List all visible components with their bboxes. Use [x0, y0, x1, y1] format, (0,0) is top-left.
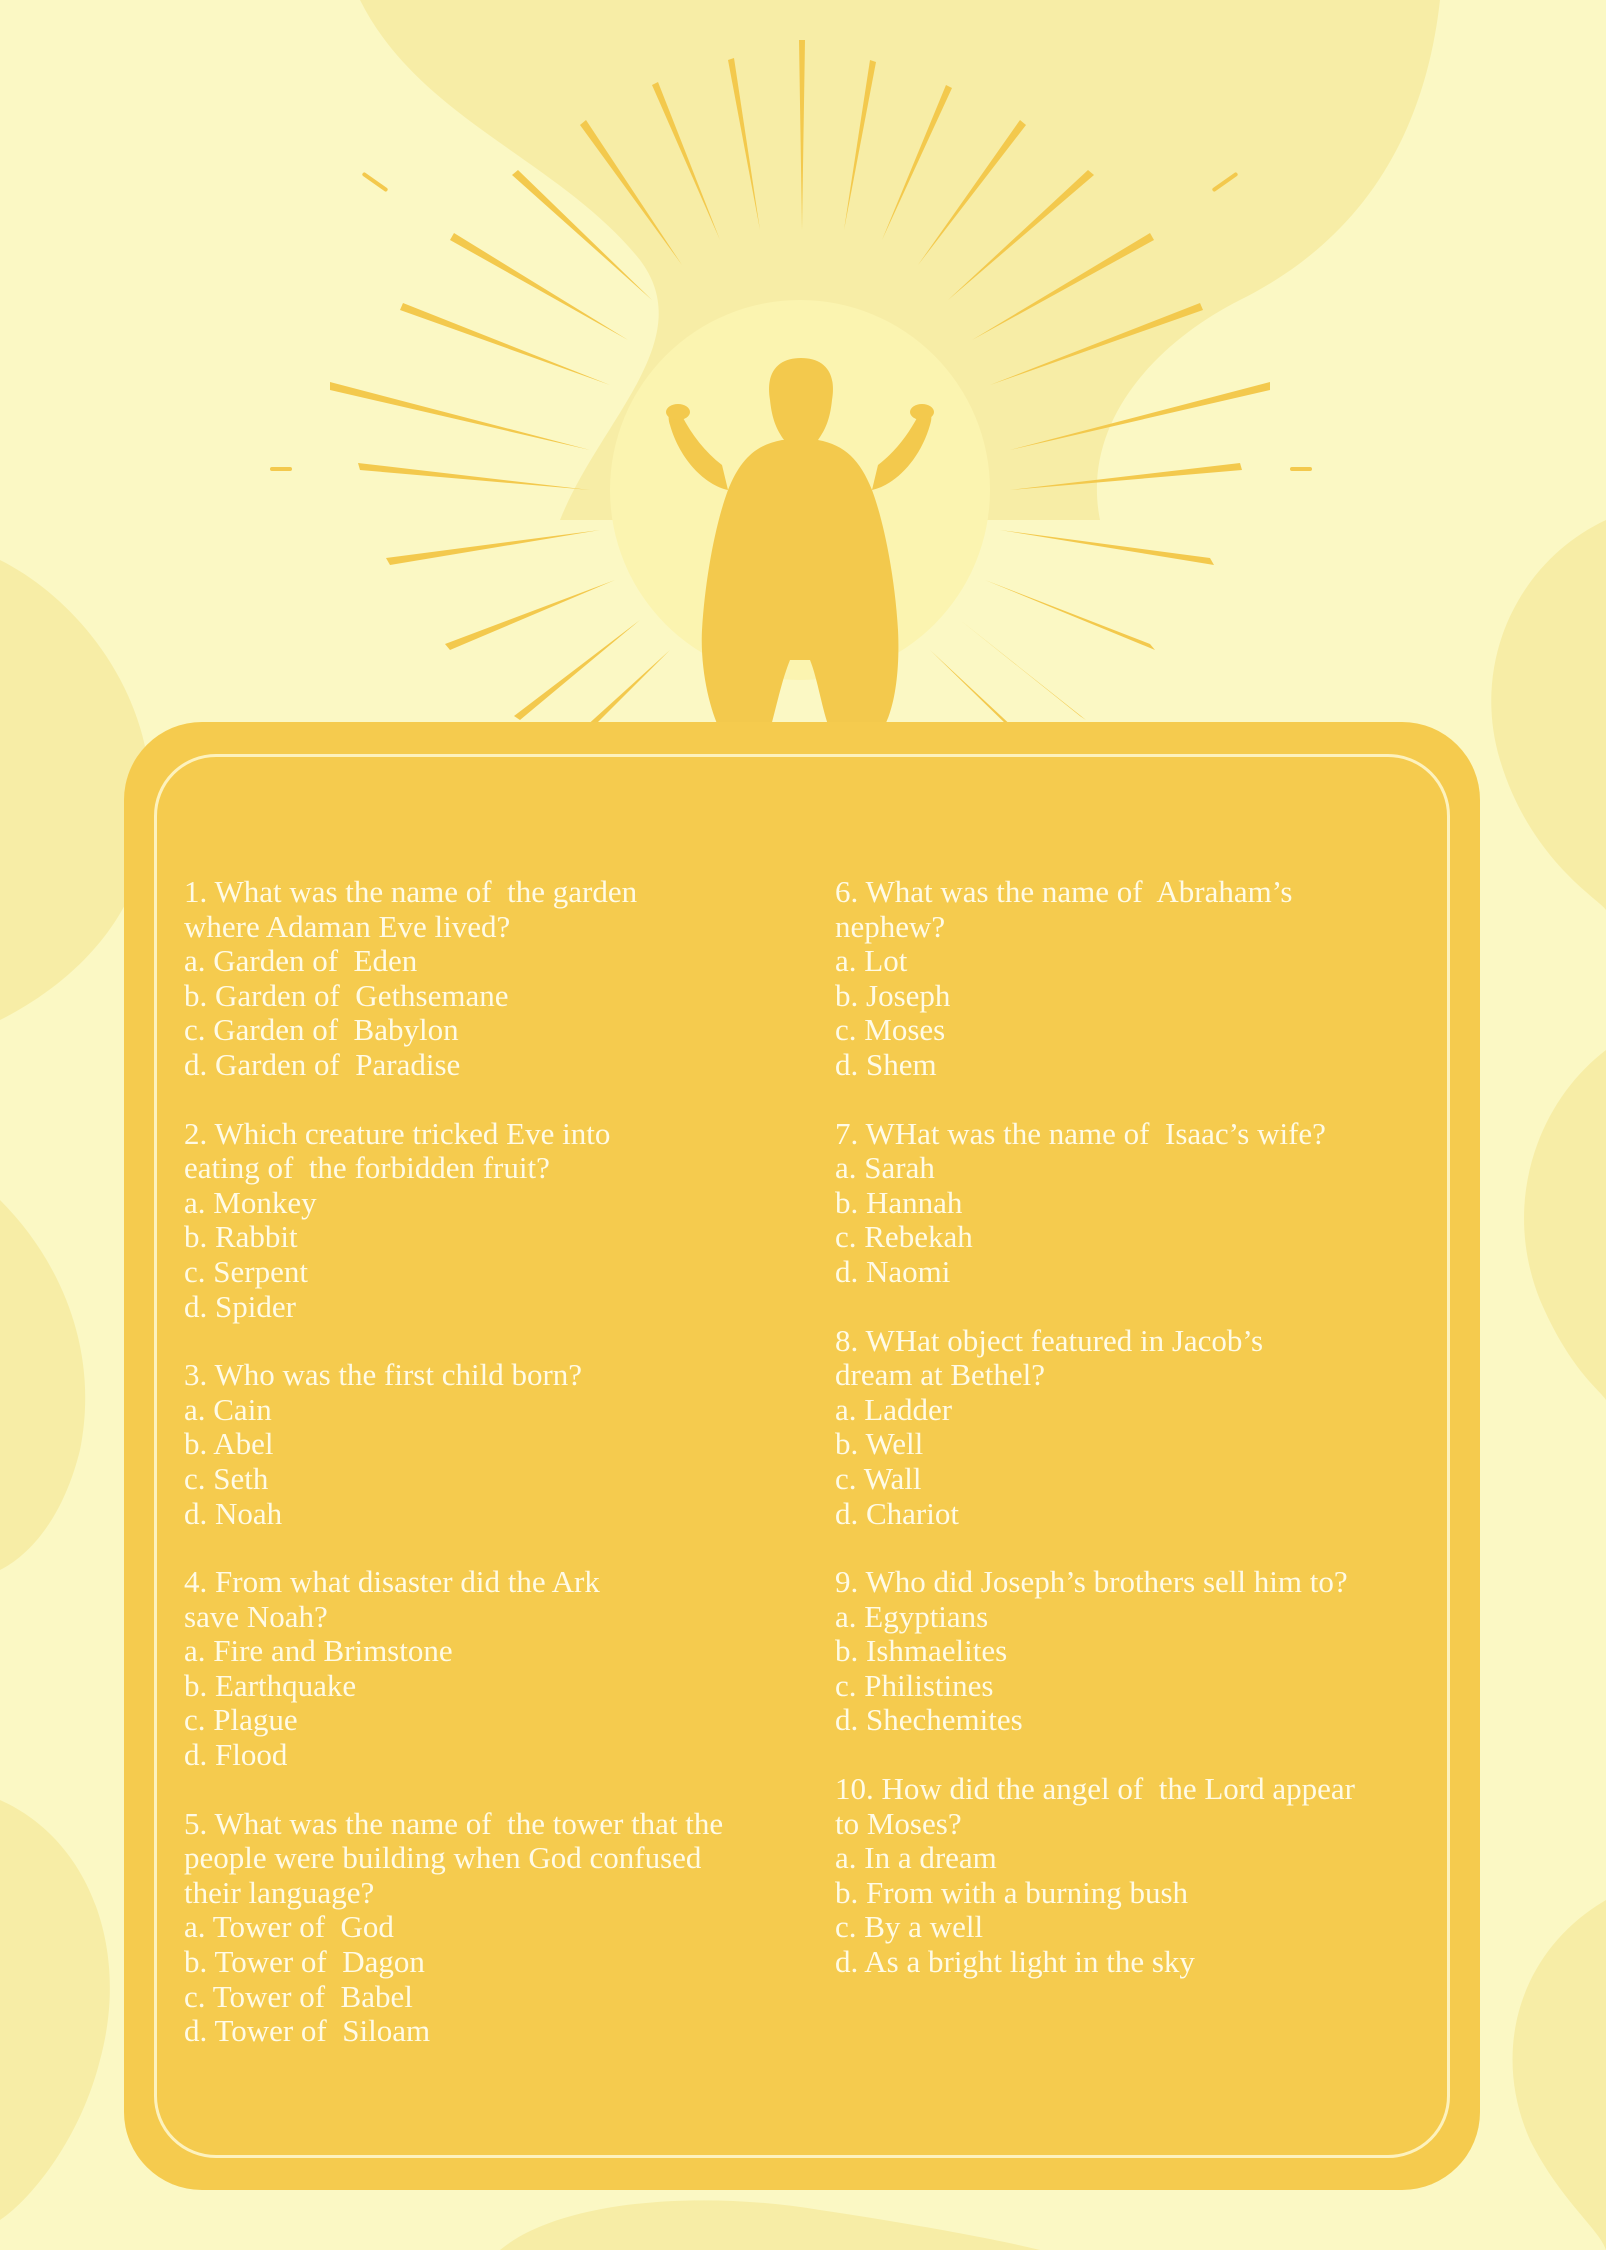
- quiz-card: [124, 722, 1480, 2190]
- answer-option: a. Tower of God: [184, 1909, 394, 1945]
- question-text: save Noah?: [184, 1598, 328, 1634]
- answer-option: a. Monkey: [184, 1184, 317, 1220]
- question-text: eating of the forbidden fruit?: [184, 1150, 550, 1186]
- quiz-question: [835, 875, 1475, 1083]
- answer-option: a. Lot: [835, 943, 908, 979]
- quiz-question: [835, 1324, 1475, 1532]
- quiz-question: [184, 1807, 824, 2049]
- answer-option: b. Joseph: [835, 977, 951, 1013]
- answer-option: c. Seth: [184, 1460, 269, 1496]
- answer-option: c. Serpent: [184, 1253, 308, 1289]
- question-text: their language?: [184, 1874, 375, 1910]
- question-text: 1. What was the name of the garden: [184, 874, 638, 909]
- answer-option: b. Hannah: [835, 1184, 963, 1220]
- question-text: 4. From what disaster did the Ark: [184, 1564, 600, 1600]
- answer-option: c. Moses: [835, 1012, 946, 1048]
- answer-option: a. Garden of Eden: [184, 943, 418, 979]
- quiz-question: [184, 1358, 824, 1531]
- quiz-column-right: [835, 875, 1475, 2014]
- answer-option: c. Rebekah: [835, 1219, 973, 1255]
- quiz-question: [184, 1565, 824, 1773]
- question-text: 5. What was the name of the tower that the: [184, 1805, 724, 1841]
- answer-option: d. Noah: [184, 1495, 283, 1531]
- answer-option: c. Garden of Babylon: [184, 1012, 459, 1048]
- answer-option: a. In a dream: [835, 1840, 997, 1876]
- answer-option: b. Abel: [184, 1426, 274, 1462]
- answer-option: b. Rabbit: [184, 1219, 298, 1255]
- figure-with-radiant-halo-icon: [250, 20, 1350, 730]
- answer-option: d. Flood: [184, 1737, 288, 1773]
- question-text: to Moses?: [835, 1805, 962, 1841]
- question-text: nephew?: [835, 908, 946, 944]
- question-text: 6. What was the name of Abraham’s: [835, 874, 1293, 909]
- question-text: 2. Which creature tricked Eve into: [184, 1115, 611, 1151]
- answer-option: a. Cain: [184, 1391, 272, 1427]
- answer-option: b. Well: [835, 1426, 924, 1462]
- quiz-question: [184, 1117, 824, 1325]
- answer-option: a. Egyptians: [835, 1598, 989, 1634]
- answer-option: a. Ladder: [835, 1391, 953, 1427]
- question-text: 3. Who was the first child born?: [184, 1357, 583, 1393]
- question-text: people were building when God confused: [184, 1840, 702, 1876]
- question-text: 8. WHat object featured in Jacob’s: [835, 1322, 1264, 1358]
- answer-option: b. Garden of Gethsemane: [184, 977, 509, 1013]
- answer-option: c. Plague: [184, 1702, 298, 1738]
- question-text: 10. How did the angel of the Lord appear: [835, 1771, 1355, 1807]
- answer-option: d. Shechemites: [835, 1702, 1023, 1738]
- answer-option: d. Shem: [835, 1046, 937, 1082]
- answer-option: b. Earthquake: [184, 1667, 357, 1703]
- answer-option: b. From with a burning bush: [835, 1874, 1189, 1910]
- question-text: 9. Who did Joseph’s brothers sell him to?: [835, 1564, 1348, 1600]
- answer-option: d. Naomi: [835, 1253, 951, 1289]
- answer-option: a. Sarah: [835, 1150, 935, 1186]
- answer-option: c. Tower of Babel: [184, 1978, 413, 2014]
- answer-option: b. Tower of Dagon: [184, 1944, 425, 1980]
- quiz-question: [184, 875, 824, 1083]
- quiz-question: [835, 1772, 1475, 1980]
- answer-option: d. As a bright light in the sky: [835, 1944, 1195, 1980]
- question-text: 7. WHat was the name of Isaac’s wife?: [835, 1115, 1326, 1151]
- quiz-question: [835, 1117, 1475, 1290]
- question-text: where Adaman Eve lived?: [184, 908, 511, 944]
- answer-option: c. Philistines: [835, 1667, 994, 1703]
- quiz-question: [835, 1565, 1475, 1738]
- answer-option: c. Wall: [835, 1460, 922, 1496]
- answer-option: d. Tower of Siloam: [184, 2013, 431, 2049]
- question-text: dream at Bethel?: [835, 1357, 1046, 1393]
- answer-option: d. Garden of Paradise: [184, 1046, 461, 1082]
- answer-option: d. Spider: [184, 1288, 296, 1324]
- answer-option: a. Fire and Brimstone: [184, 1633, 453, 1669]
- answer-option: c. By a well: [835, 1909, 984, 1945]
- answer-option: b. Ishmaelites: [835, 1633, 1008, 1669]
- quiz-column-left: [184, 875, 824, 2083]
- answer-option: d. Chariot: [835, 1495, 959, 1531]
